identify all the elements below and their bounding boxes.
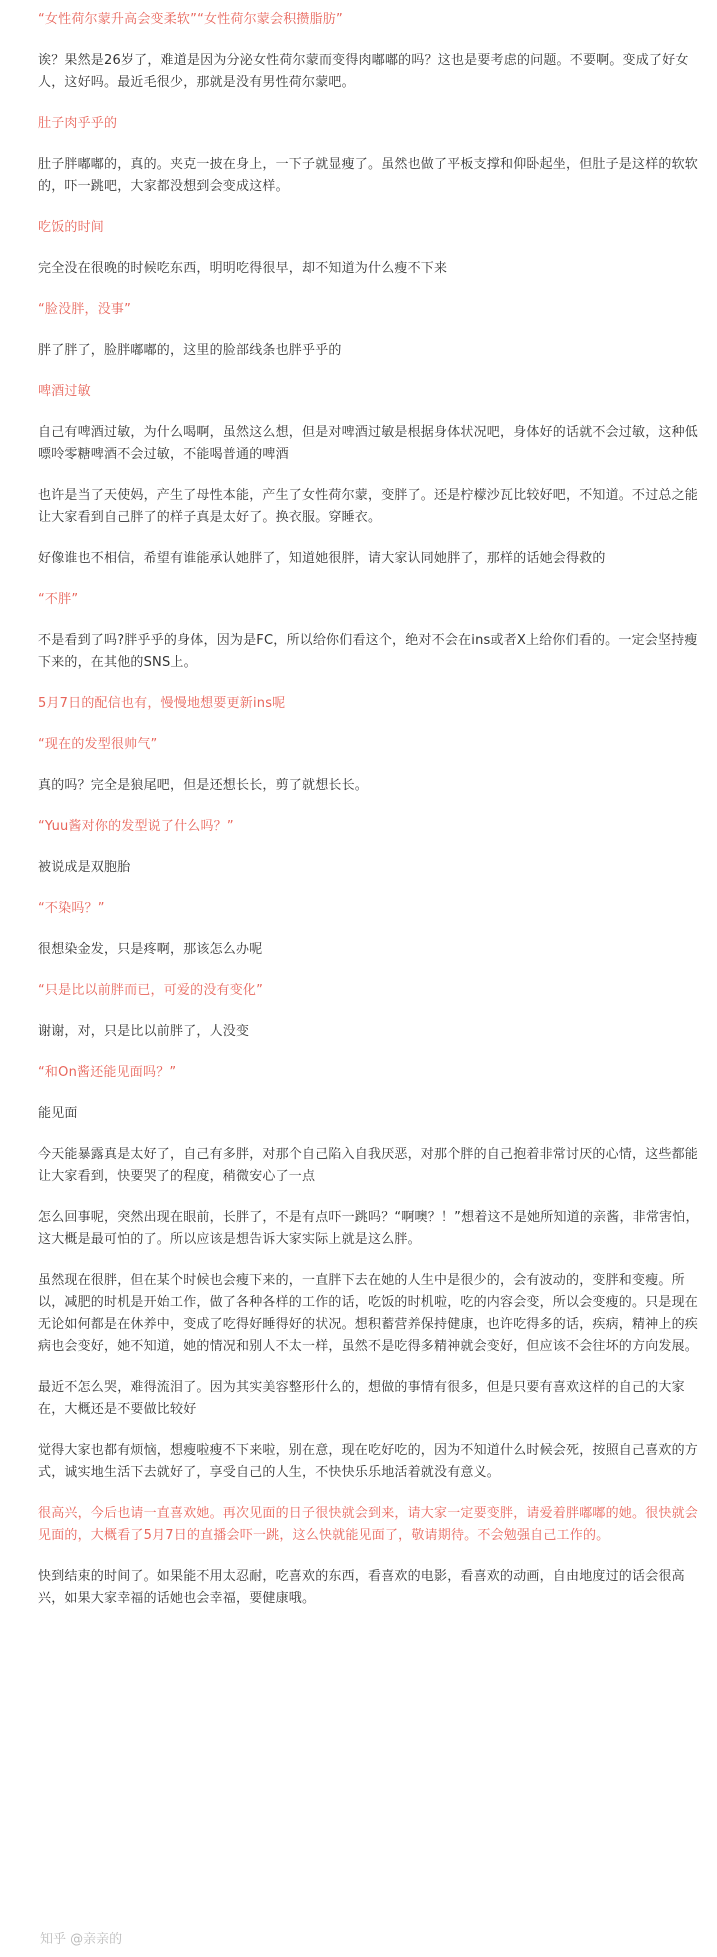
body-paragraph: 怎么回事呢，突然出现在眼前，长胖了，不是有点吓一跳吗？“啊噢？！”想着这不是她所知道的亲酱，非常害怕，这大概是最可怕的了。所以应该是想告诉大家实际上就是这么胖。: [38, 1210, 699, 1247]
highlight-quote: “不胖”: [38, 592, 79, 607]
body-paragraph: 真的吗？完全是狼尾吧，但是还想长长，剪了就想长长。: [38, 778, 369, 793]
highlight-quote: 肚子肉乎乎的: [38, 116, 118, 131]
highlight-quote: “脸没胖，没事”: [38, 302, 132, 317]
body-paragraph: 诶？果然是26岁了，难道是因为分泌女性荷尔蒙而变得肉嘟嘟的吗？这也是要考虑的问题。不要啊。变成了好女人，这好吗。最近毛很少，那就是没有男性荷尔蒙吧。: [38, 53, 689, 90]
body-paragraph: 今天能暴露真是太好了，自己有多胖，对那个自己陷入自我厌恶，对那个胖的自己抱着非常讨厌的心情，这些都能让大家看到，快要哭了的程度，稍微安心了一点: [38, 1147, 699, 1184]
highlight-quote: 啤酒过敏: [38, 384, 91, 399]
article-blocks: [38, 9, 705, 1610]
body-paragraph: 觉得大家也都有烦恼，想瘦啦瘦不下来啦，别在意，现在吃好吃的，因为不知道什么时候会死，按照自己喜欢的方式，诚实地生活下去就好了，享受自己的人生，不快快乐乐地活着就没有意义。: [38, 1443, 699, 1480]
body-paragraph: 很想染金发，只是疼啊，那该怎么办呢: [38, 942, 263, 957]
footer-watermark: 知乎 @亲亲的: [40, 1932, 123, 1947]
body-paragraph: 不是看到了吗?胖乎乎的身体，因为是FC，所以给你们看这个，绝对不会在ins或者X上给你们看的。一定会坚持瘦下来的，在其他的SNS上。: [38, 633, 698, 670]
body-paragraph: 能见面: [38, 1106, 78, 1121]
highlight-quote: “和On酱还能见面吗？”: [38, 1065, 177, 1080]
body-paragraph: 自己有啤酒过敏，为什么喝啊，虽然这么想，但是对啤酒过敏是根据身体状况吧，身体好的话就不会过敏，这种低嘌呤零糖啤酒不会过敏，不能喝普通的啤酒: [38, 425, 699, 462]
body-paragraph: 虽然现在很胖，但在某个时候也会瘦下来的，一直胖下去在她的人生中是很少的，会有波动的，变胖和变瘦。所以，减肥的时机是开始工作，做了各种各样的工作的话，吃饭的时机啦，吃的内容会变，所以会变瘦的。只是现在无论如何都是在休养中，变成了吃得好睡得好的状况。想积蓄营养保持健康，也许吃得多的话，疾病，精神上的疾病也会变好，她不知道，她的情况和别人不太一样，虽然不是吃得多精神就会变好，但应该不会往坏的方向发展。: [38, 1273, 699, 1354]
highlight-quote: 很高兴，今后也请一直喜欢她。再次见面的日子很快就会到来，请大家一定要变胖，请爱着胖嘟嘟的她。很快就会见面的，大概看了5月7日的直播会吓一跳，这么快就能见面了，敬请期待。不会勉强自己工作的。: [38, 1506, 699, 1543]
highlight-quote: “只是比以前胖而已，可爱的没有变化”: [38, 983, 264, 998]
highlight-quote: “不染吗？”: [38, 901, 105, 916]
body-paragraph: 也许是当了天使妈，产生了母性本能，产生了女性荷尔蒙，变胖了。还是柠檬沙瓦比较好吧，不知道。不过总之能让大家看到自己胖了的样子真是太好了。换衣服。穿睡衣。: [38, 488, 699, 525]
highlight-quote: “女性荷尔蒙升高会变柔软”“女性荷尔蒙会积攒脂肪”: [38, 12, 343, 27]
body-paragraph: 最近不怎么哭，难得流泪了。因为其实美容整形什么的，想做的事情有很多，但是只要有喜欢这样的自己的大家在，大概还是不要做比较好: [38, 1380, 685, 1417]
body-paragraph: 完全没在很晚的时候吃东西，明明吃得很早，却不知道为什么瘦不下来: [38, 261, 448, 276]
highlight-quote: 吃饭的时间: [38, 220, 105, 235]
body-paragraph: 谢谢，对，只是比以前胖了，人没变: [38, 1024, 250, 1039]
highlight-quote: “现在的发型很帅气”: [38, 737, 158, 752]
body-paragraph: 被说成是双胞胎: [38, 860, 131, 875]
body-paragraph: 肚子胖嘟嘟的，真的。夹克一披在身上，一下子就显瘦了。虽然也做了平板支撑和仰卧起坐，但肚子是这样的软软的，吓一跳吧，大家都没想到会变成这样。: [38, 157, 699, 194]
highlight-quote: “Yuu酱对你的发型说了什么吗？”: [38, 819, 234, 834]
body-paragraph: 快到结束的时间了。如果能不用太忍耐，吃喜欢的东西，看喜欢的电影，看喜欢的动画，自由地度过的话会很高兴，如果大家幸福的话她也会幸福，要健康哦。: [38, 1569, 685, 1606]
highlight-quote: 5月7日的配信也有，慢慢地想要更新ins呢: [38, 696, 286, 711]
body-paragraph: 好像谁也不相信，希望有谁能承认她胖了，知道她很胖，请大家认同她胖了，那样的话她会得救的: [38, 551, 606, 566]
body-paragraph: 胖了胖了，脸胖嘟嘟的，这里的脸部线条也胖乎乎的: [38, 343, 342, 358]
